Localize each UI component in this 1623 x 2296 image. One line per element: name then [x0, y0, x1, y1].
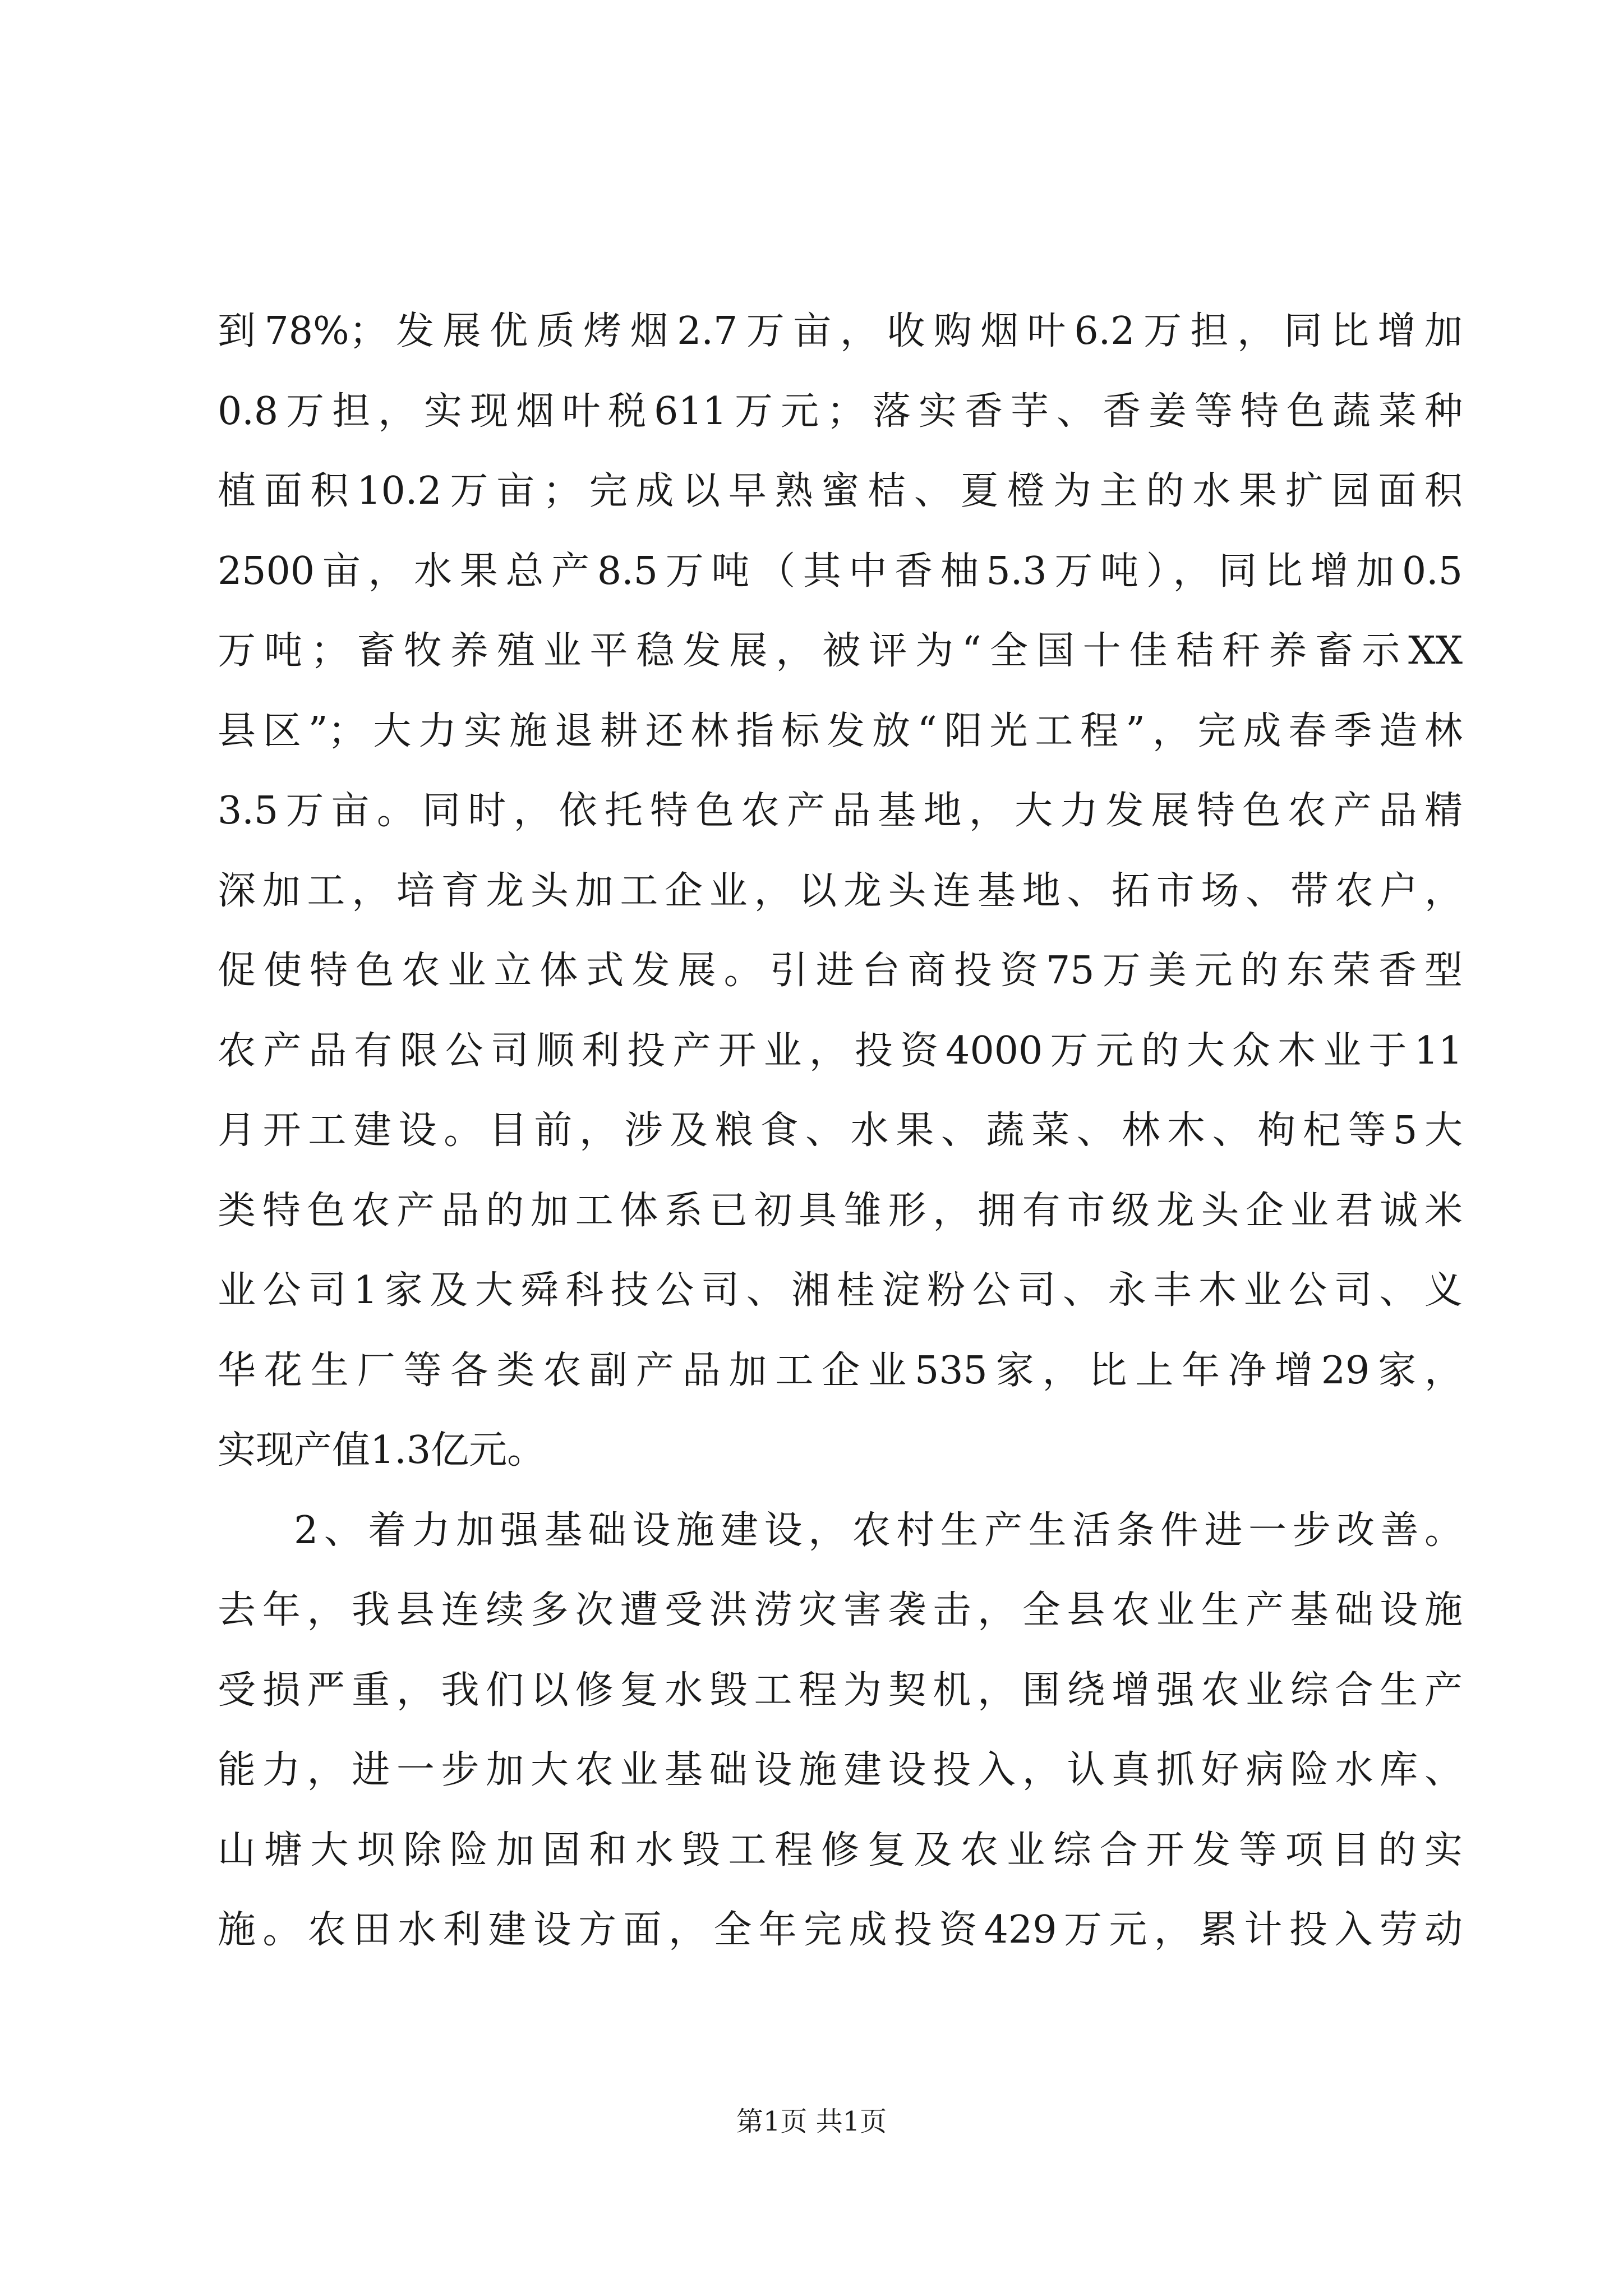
- text-line: 去年，我县连续多次遭受洪涝灾害袭击，全县农业生产基础设施: [218, 1588, 1463, 1632]
- text-line: 业公司1家及大舜科技公司、湘桂淀粉公司、永丰木业公司、义: [218, 1268, 1463, 1313]
- text-line: 0.8万担，实现烟叶税611万元；落实香芋、香姜等特色蔬菜种: [218, 389, 1463, 434]
- body-text: [218, 292, 1463, 1971]
- text-line: 华花生厂等各类农副产品加工企业535家，比上年净增29家，: [218, 1348, 1463, 1393]
- text-line: 3.5万亩。同时，依托特色农产品基地，大力发展特色农产品精: [218, 789, 1463, 833]
- text-line: 类特色农产品的加工体系已初具雏形，拥有市级龙头企业君诚米: [218, 1188, 1463, 1233]
- page-footer: [0, 2105, 1623, 2138]
- text-line: 万吨；畜牧养殖业平稳发展，被评为“全国十佳秸秆养畜示XX: [218, 629, 1463, 673]
- text-line: 县区”；大力实施退耕还林指标发放“阳光工程”，完成春季造林: [218, 708, 1463, 753]
- text-line: 山塘大坝除险加固和水毁工程修复及农业综合开发等项目的实: [218, 1828, 1463, 1872]
- paragraph-start-line: 2、着力加强基础设施建设，农村生产生活条件进一步改善。: [294, 1508, 1463, 1553]
- page-number-label: 第1页 共1页: [736, 2106, 887, 2137]
- text-line: 植面积10.2万亩；完成以早熟蜜桔、夏橙为主的水果扩园面积: [218, 469, 1463, 513]
- text-line: 能力，进一步加大农业基础设施建设投入，认真抓好病险水库、: [218, 1748, 1463, 1792]
- text-line: 月开工建设。目前，涉及粮食、水果、蔬菜、林木、枸杞等5大: [218, 1108, 1463, 1153]
- text-line: 农产品有限公司顺利投产开业，投资4000万元的大众木业于11: [218, 1028, 1463, 1073]
- text-line: 深加工，培育龙头加工企业，以龙头连基地、拓市场、带农户，: [218, 868, 1463, 913]
- text-line: 受损严重，我们以修复水毁工程为契机，围绕增强农业综合生产: [218, 1668, 1463, 1713]
- text-line: 促使特色农业立体式发展。引进台商投资75万美元的东荣香型: [218, 949, 1463, 993]
- text-line: 到78%；发展优质烤烟2.7万亩，收购烟叶6.2万担，同比增加: [218, 309, 1463, 353]
- text-line: 实现产值1.3亿元。: [218, 1428, 546, 1473]
- text-line: 2500亩，水果总产8.5万吨（其中香柚5.3万吨），同比增加0.5: [218, 549, 1463, 593]
- text-line: 施。农田水利建设方面，全年完成投资429万元，累计投入劳动: [218, 1908, 1463, 1952]
